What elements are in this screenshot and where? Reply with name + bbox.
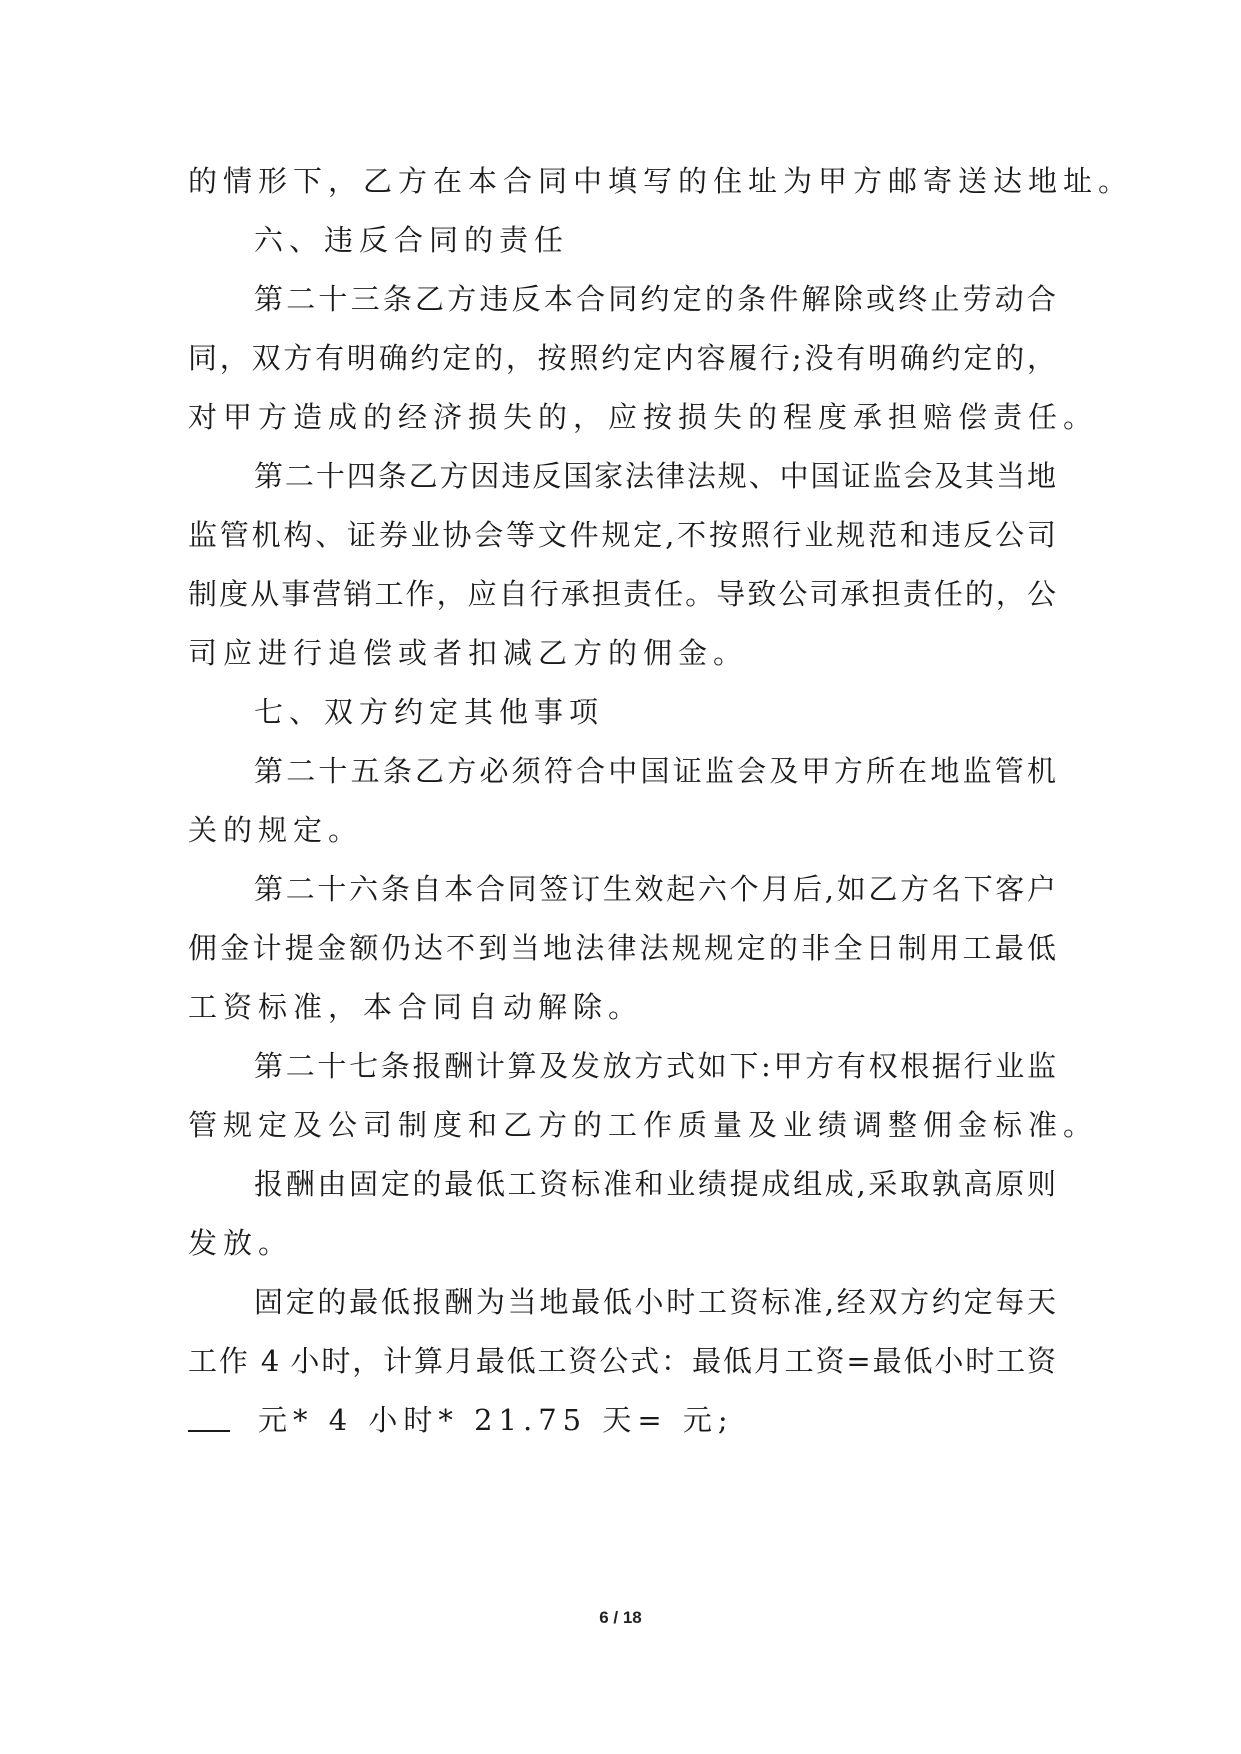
fill-in-blank (188, 1400, 230, 1432)
text-line: 对甲方造成的经济损失的，应按损失的程度承担赔偿责任。 (188, 400, 1099, 434)
text-line: 第二十五条乙方必须符合中国证监会及甲方所在地监管机 (254, 754, 1056, 788)
text-line: 工资标准，本合同自动解除。 (188, 990, 644, 1024)
formula-text: 元* 4 小时* 21.75 天= 元; (258, 1403, 734, 1437)
text-line: 第二十七条报酬计算及发放方式如下:甲方有权根据行业监 (254, 1049, 1056, 1083)
text-line: 固定的最低报酬为当地最低小时工资标准,经双方约定每天 (254, 1285, 1056, 1319)
section-heading: 七、双方约定其他事项 (254, 695, 605, 729)
text-line: 关的规定。 (188, 813, 364, 847)
text-line: 同，双方有明确约定的，按照约定内容履行;没有明确约定的， (188, 341, 1056, 375)
page-number: 6 / 18 (599, 1608, 642, 1627)
text-line: 监管机构、证券业协会等文件规定,不按照行业规范和违反公司 (188, 518, 1056, 552)
section-heading: 六、违反合同的责任 (254, 223, 570, 257)
text-line: 发放。 (188, 1226, 294, 1260)
text-line: 第二十六条自本合同签订生效起六个月后,如乙方名下客户 (254, 872, 1056, 906)
text-line: 佣金计提金额仍达不到当地法律法规规定的非全日制用工最低 (188, 931, 1056, 965)
document-body (188, 152, 1134, 1450)
text-line: 司应进行追偿或者扣减乙方的佣金。 (188, 636, 749, 670)
formula-line (188, 1391, 1056, 1450)
text-line: 工作 4 小时，计算月最低工资公式：最低月工资=最低小时工资 (188, 1344, 1056, 1378)
text-line: 报酬由固定的最低工资标准和业绩提成组成,采取孰高原则 (254, 1167, 1056, 1201)
text-line: 的情形下，乙方在本合同中填写的住址为甲方邮寄送达地址。 (188, 164, 1134, 198)
text-line: 第二十四条乙方因违反国家法律法规、中国证监会及其当地 (254, 459, 1056, 493)
text-line: 第二十三条乙方违反本合同约定的条件解除或终止劳动合 (254, 282, 1056, 316)
text-line: 管规定及公司制度和乙方的工作质量及业绩调整佣金标准。 (188, 1108, 1099, 1142)
text-line: 制度从事营销工作，应自行承担责任。导致公司承担责任的，公 (188, 577, 1056, 611)
